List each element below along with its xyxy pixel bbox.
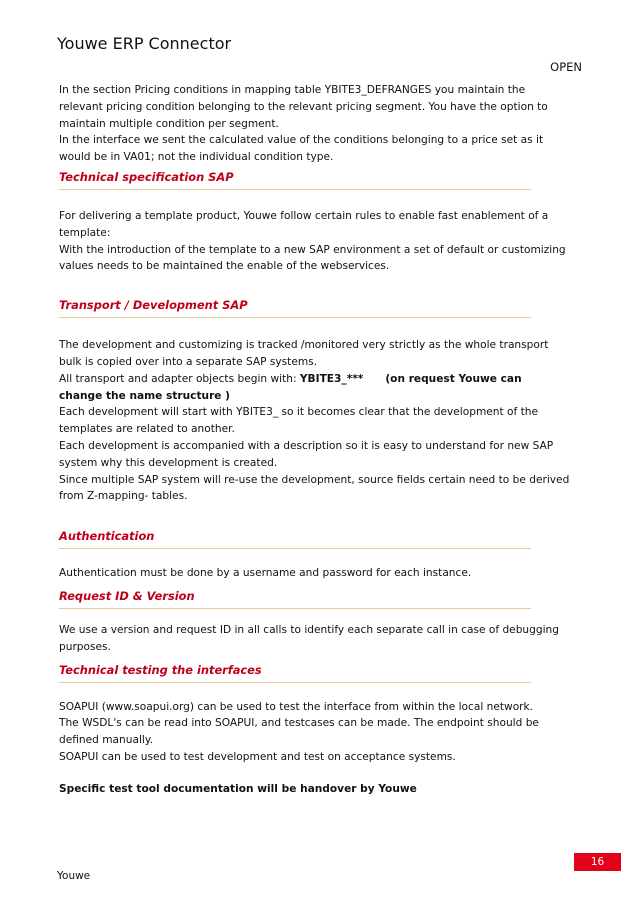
heading-authentication: Authentication [59, 528, 531, 549]
heading-technical-specification: Technical specification SAP [59, 169, 531, 190]
testing-paragraph [59, 699, 581, 766]
intro-paragraph [59, 82, 581, 166]
text-line: The development and customizing is tracked /monitored very strictly as the whole transport [59, 339, 549, 352]
text-line: With the introduction of the template to a new SAP environment a set of default or customizing [59, 243, 566, 256]
request-paragraph [59, 622, 581, 656]
text-line: template: [59, 226, 111, 239]
transport-paragraph [59, 337, 581, 505]
text-line: SOAPUI (www.soapui.org) can be used to test the interface from within the local network. [59, 700, 534, 713]
heading-transport-development: Transport / Development SAP [59, 297, 531, 318]
closing-statement: Specific test tool documentation will be handover by Youwe [59, 782, 417, 795]
text-line: bulk is copied over into a separate SAP systems. [59, 355, 318, 368]
prefix-text: All transport and adapter objects begin with: [59, 372, 300, 385]
object-prefix-code: YBITE3_*** [299, 372, 364, 385]
text-line: For delivering a template product, Youwe follow certain rules to enable fast enablement of a [59, 209, 549, 222]
naming-note: (on request Youwe can [385, 372, 522, 385]
status-label: OPEN [550, 60, 582, 74]
intro-line: would be in VA01; not the individual condition type. [59, 151, 334, 164]
text-line: from Z-mapping- tables. [59, 490, 188, 503]
naming-note-continued: change the name structure ) [59, 389, 231, 402]
text-line: SOAPUI can be used to test development and test on acceptance systems. [59, 750, 456, 763]
text-line: system why this development is created. [59, 456, 278, 469]
heading-technical-testing: Technical testing the interfaces [59, 662, 531, 683]
document-title: Youwe ERP Connector [57, 34, 232, 53]
text-line: Each development is accompanied with a description so it is easy to understand for new SAP [59, 439, 554, 452]
page-number-badge: 16 [574, 853, 621, 871]
text-line: defined manually. [59, 734, 153, 747]
intro-line: In the interface we sent the calculated value of the conditions belonging to a price set as it [59, 134, 544, 147]
text-line: The WSDL's can be read into SOAPUI, and testcases can be made. The endpoint should be [59, 717, 539, 730]
text-line: Each development will start with YBITE3_ so it becomes clear that the development of the [59, 406, 538, 419]
text-line: Since multiple SAP system will re-use the development, source fields certain need to be derived [59, 473, 570, 486]
text-line: templates are related to another. [59, 423, 235, 436]
intro-line: maintain multiple condition per segment. [59, 117, 279, 130]
intro-line: In the section Pricing conditions in mapping table YBITE3_DEFRANGES you maintain the [59, 84, 526, 96]
text-line: purposes. [59, 640, 111, 653]
tech-spec-paragraph [59, 208, 581, 275]
footer-company: Youwe [57, 870, 91, 882]
text-line-prefix-row [59, 371, 581, 388]
text-line: We use a version and request ID in all calls to identify each separate call in case of debugging [59, 623, 559, 636]
document-body [59, 82, 581, 798]
auth-paragraph [59, 565, 581, 582]
text-line: Authentication must be done by a username and password for each instance. [59, 567, 472, 580]
intro-line: relevant pricing condition belonging to the relevant pricing segment. You have the option to [59, 100, 548, 113]
heading-request-id-version: Request ID & Version [59, 588, 531, 609]
text-line: values needs to be maintained the enable of the webservices. [59, 260, 390, 273]
